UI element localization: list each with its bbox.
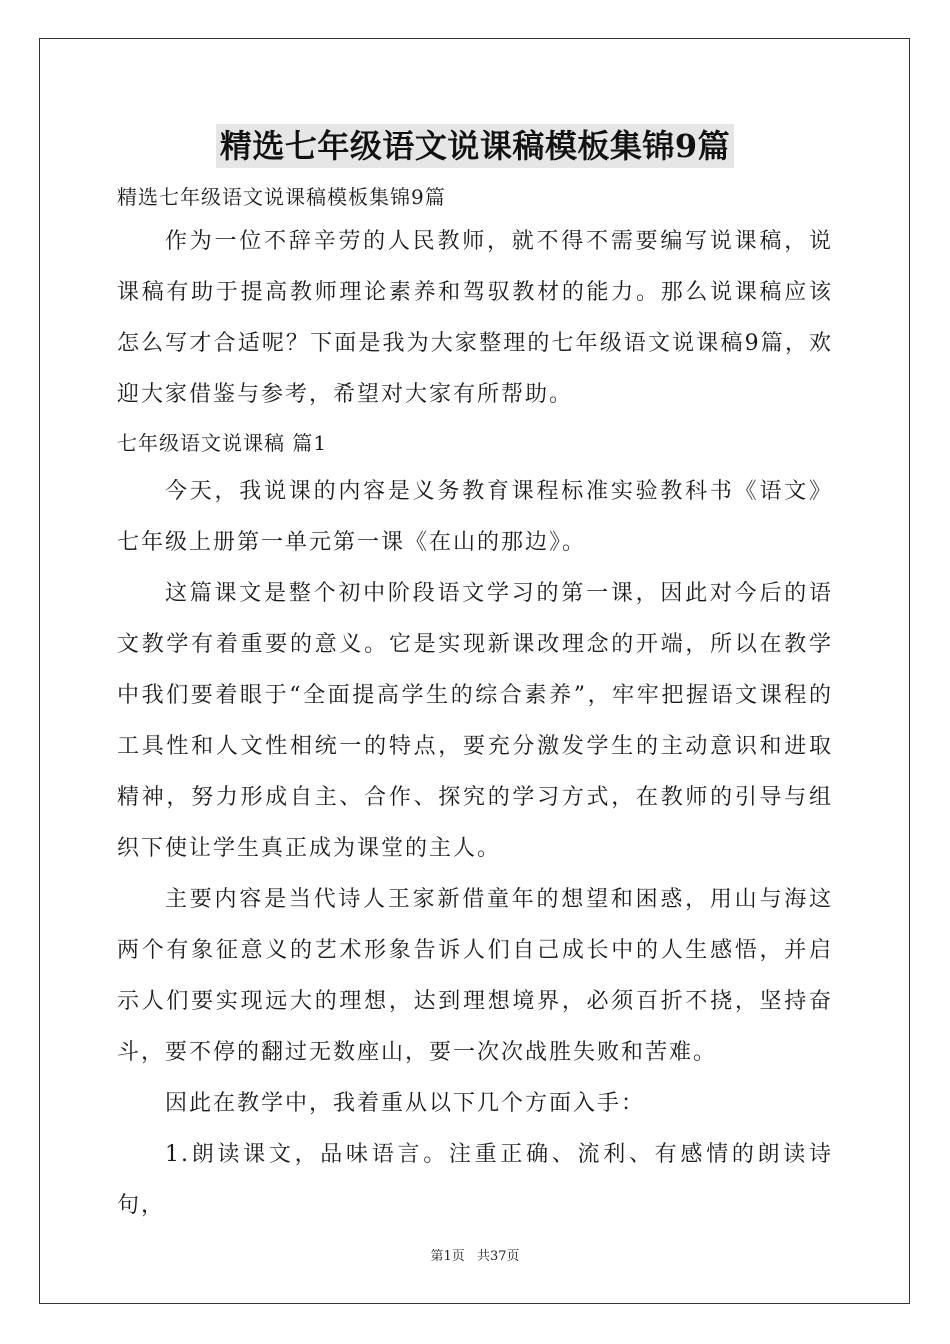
body-paragraph-1: 今天，我说课的内容是义务教育课程标准实验教科书《语文》七年级上册第一单元第一课《在山的那边》。 <box>117 479 833 555</box>
page-footer <box>0 1245 950 1264</box>
document-body <box>117 184 833 1231</box>
section-heading: 七年级语文说课稿 篇1 <box>117 431 328 455</box>
page-total: 共37页 <box>476 1249 520 1264</box>
body-paragraph-4: 因此在教学中，我着重从以下几个方面入手： <box>165 1091 646 1116</box>
document-subtitle: 精选七年级语文说课稿模板集锦9篇 <box>117 185 446 209</box>
document-title: 精选七年级语文说课稿模板集锦9篇 <box>216 124 734 168</box>
body-paragraph-3: 主要内容是当代诗人王家新借童年的想望和困惑，用山与海这两个有象征意义的艺术形象告诉人们自己成长中的人生感悟，并启示人们要实现远大的理想，达到理想境界，必须百折不挠，坚持奋斗，要不停的翻过无数座山，要一次次战胜失败和苦难。 <box>117 887 833 1065</box>
body-paragraph-5: 1.朗读课文，品味语言。注重正确、流利、有感情的朗读诗句， <box>117 1142 833 1218</box>
page-number: 第1页 <box>430 1249 465 1264</box>
body-paragraph-2: 这篇课文是整个初中阶段语文学习的第一课，因此对今后的语文教学有着重要的意义。它是实现新课改理念的开端，所以在教学中我们要着眼于“全面提高学生的综合素养”，牢牢把握语文课程的工具性和人文性相统一的特点，要充分激发学生的主动意识和进取精神，努力形成自主、合作、探究的学习方式，在教师的引导与组织下使让学生真正成为课堂的主人。 <box>117 581 833 861</box>
intro-paragraph: 作为一位不辞辛劳的人民教师，就不得不需要编写说课稿，说课稿有助于提高教师理论素养和驾驭教材的能力。那么说课稿应该怎么写才合适呢？下面是我为大家整理的七年级语文说课稿9篇，欢迎大家借鉴与参考，希望对大家有所帮助。 <box>117 229 833 407</box>
title-container <box>0 124 950 168</box>
